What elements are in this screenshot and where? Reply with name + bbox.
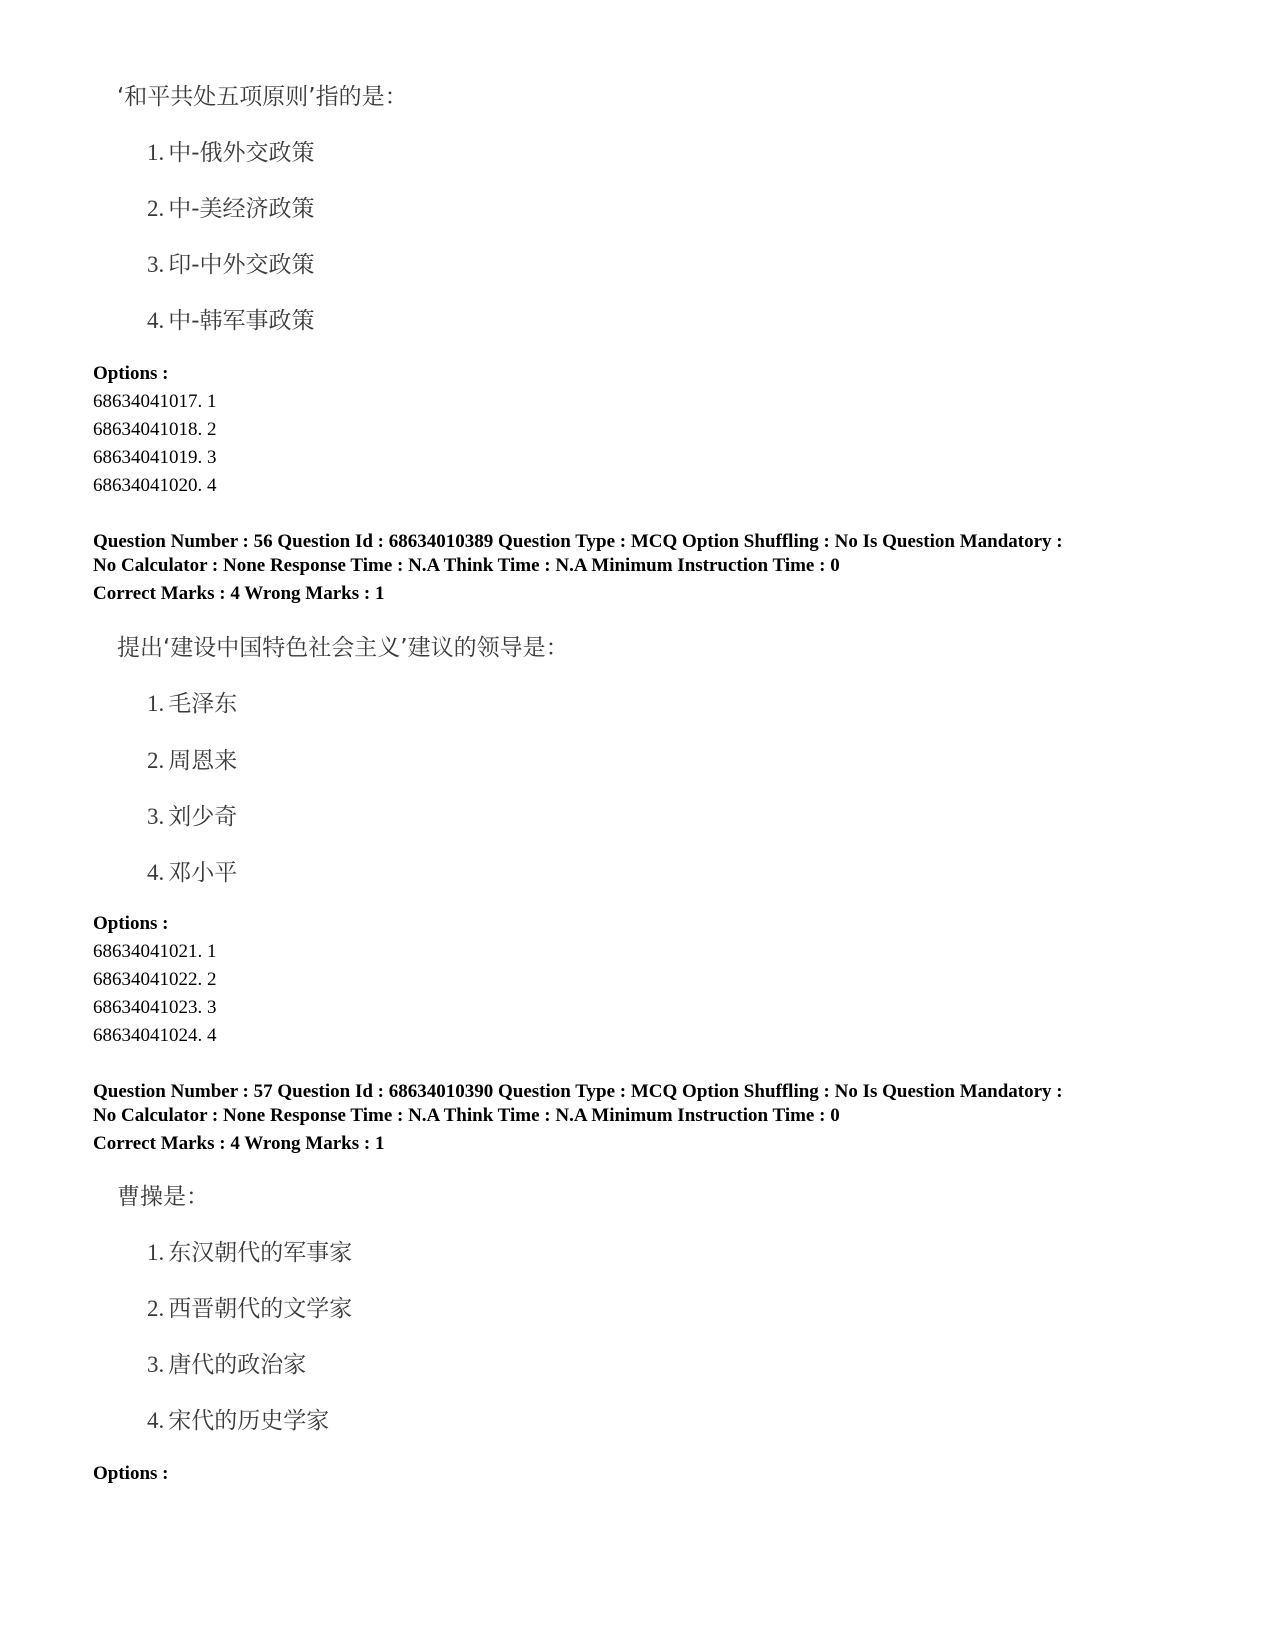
question-55-option-2: 68634041018. 2 <box>93 419 217 440</box>
question-56-choice-2: 2. 周恩来 <box>147 748 238 774</box>
question-55-option-1: 68634041017. 1 <box>93 391 217 412</box>
question-57-options-label: Options : <box>93 1463 169 1484</box>
question-56-option-4: 68634041024. 4 <box>93 1025 217 1046</box>
question-57-choice-2: 2. 西晋朝代的文学家 <box>147 1296 353 1322</box>
question-56-choice-4: 4. 邓小平 <box>147 860 238 886</box>
question-55-stem: ‘和平共处五项原则’指的是： <box>117 84 408 110</box>
question-55-options-label: Options : <box>93 363 169 384</box>
question-56-stem: 提出‘建设中国特色社会主义’建议的领导是： <box>117 635 569 661</box>
question-57-marks: Correct Marks : 4 Wrong Marks : 1 <box>93 1133 385 1154</box>
question-55-option-4: 68634041020. 4 <box>93 475 217 496</box>
question-57-choice-3: 3. 唐代的政治家 <box>147 1352 307 1378</box>
question-55-choice-1: 1. 中-俄外交政策 <box>147 140 315 166</box>
question-56-choice-3: 3. 刘少奇 <box>147 804 238 830</box>
question-55-choice-4: 4. 中-韩军事政策 <box>147 308 315 334</box>
question-56-marks: Correct Marks : 4 Wrong Marks : 1 <box>93 583 385 604</box>
question-57-choice-4: 4. 宋代的历史学家 <box>147 1408 330 1434</box>
question-57-choice-1: 1. 东汉朝代的军事家 <box>147 1240 353 1266</box>
question-57-stem: 曹操是： <box>117 1184 209 1210</box>
question-56-option-3: 68634041023. 3 <box>93 997 217 1018</box>
question-55-choice-2: 2. 中-美经济政策 <box>147 196 315 222</box>
question-56-options-label: Options : <box>93 913 169 934</box>
question-56-choice-1: 1. 毛泽东 <box>147 691 238 717</box>
question-56-option-2: 68634041022. 2 <box>93 969 217 990</box>
question-57-meta: Question Number : 57 Question Id : 68634010390 Question Type : MCQ Option Shuffling : No Is Question Mandatory : No Calculator : None Response Time : N.A Think Time : N.A Minimum Instruction Time : 0 <box>93 1081 1063 1126</box>
question-56-option-1: 68634041021. 1 <box>93 941 217 962</box>
question-55-choice-3: 3. 印-中外交政策 <box>147 252 315 278</box>
question-55-option-3: 68634041019. 3 <box>93 447 217 468</box>
question-56-meta: Question Number : 56 Question Id : 68634010389 Question Type : MCQ Option Shuffling : No Is Question Mandatory : No Calculator : None Response Time : N.A Think Time : N.A Minimum Instruction Time : 0 <box>93 531 1063 576</box>
